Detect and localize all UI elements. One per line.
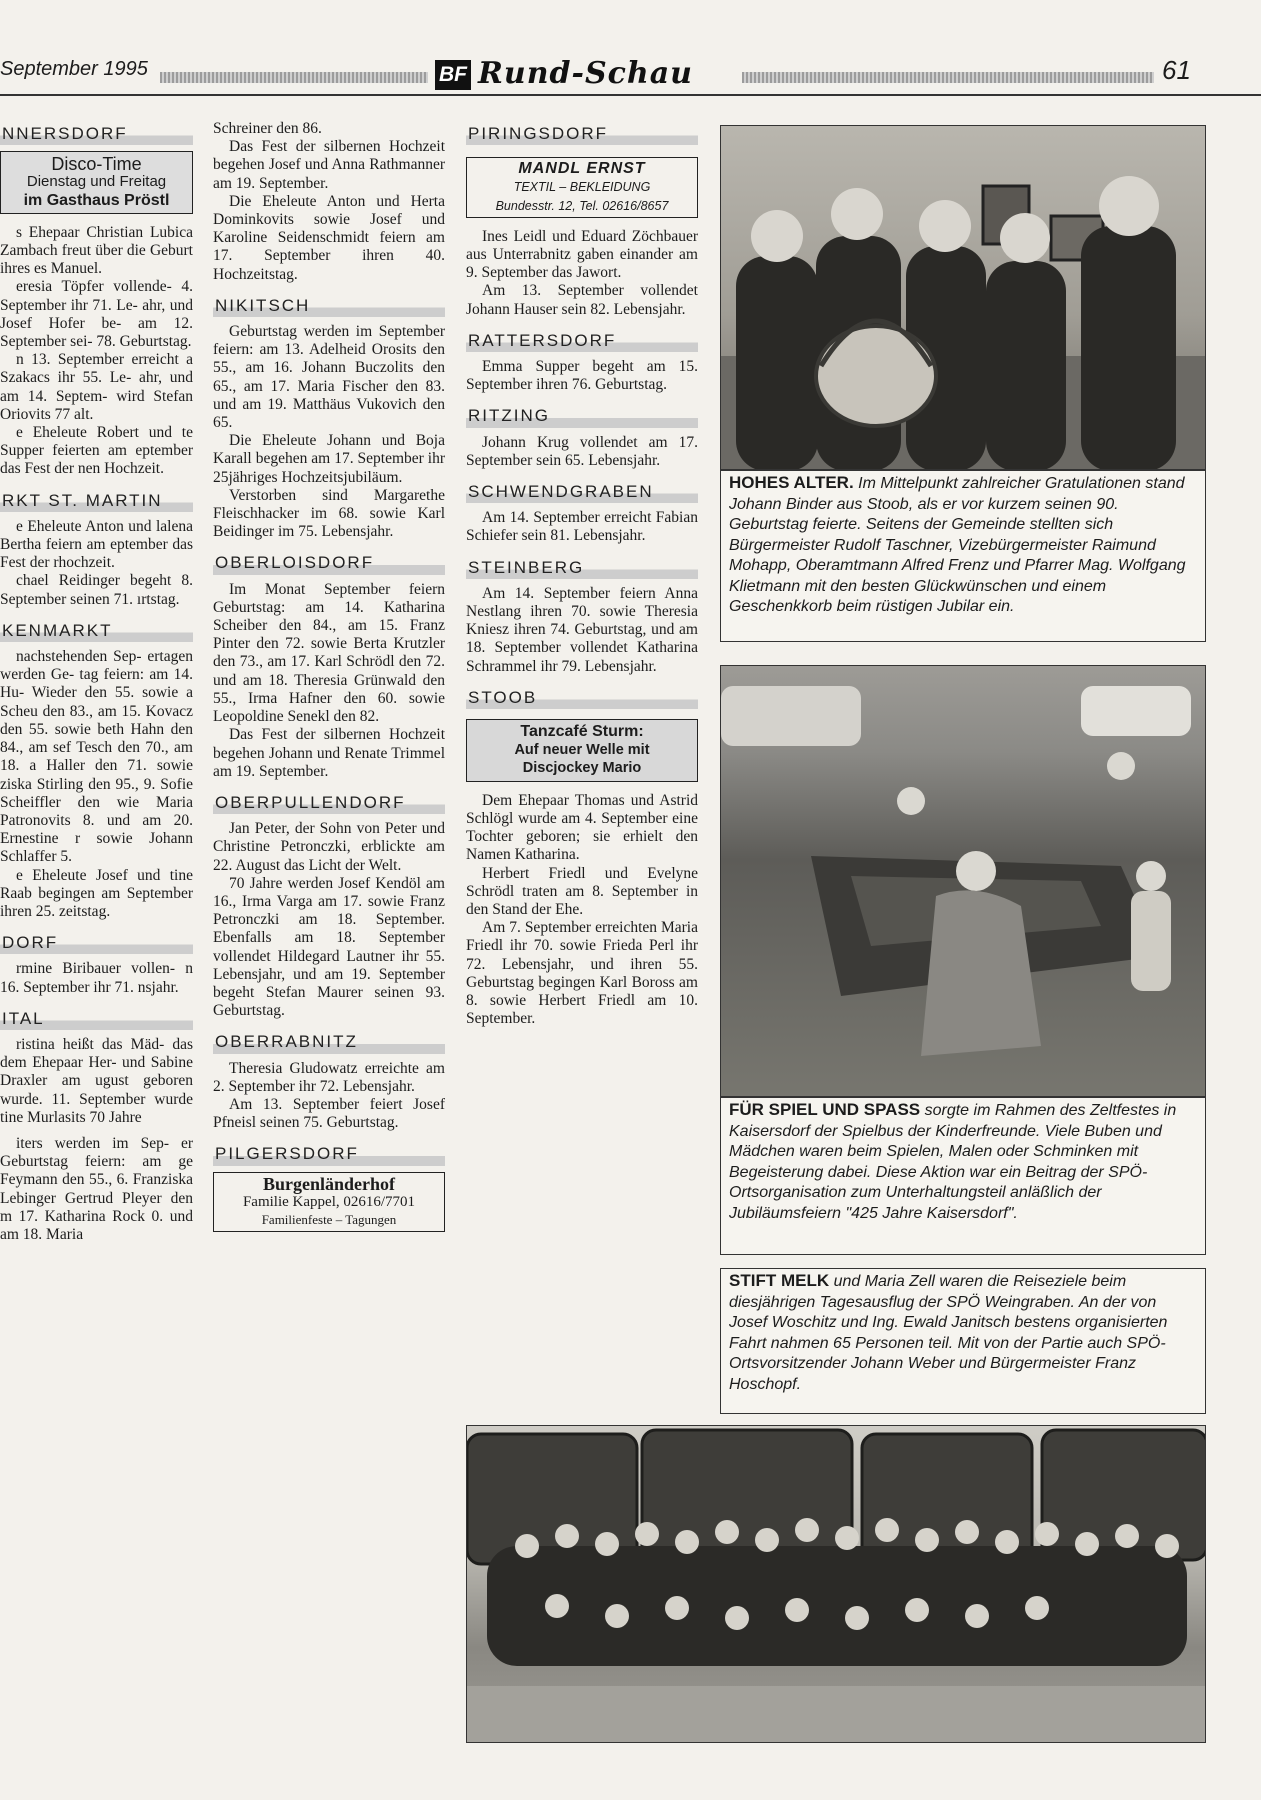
place-heading: NIKITSCH (213, 296, 445, 317)
ad-title: Tanzcafé Sturm: (520, 723, 644, 741)
ad-line: im Gasthaus Pröstl (23, 191, 170, 209)
paragraph: s Ehepaar Christian Lubica Zambach freut über die Geburt ihres es Manuel. (0, 223, 193, 278)
photo-illustration (721, 126, 1206, 470)
place-heading: SCHWENDGRABEN (466, 482, 698, 503)
place-heading: RITZING (466, 406, 698, 427)
paragraph: chael Reidinger begeht 8. September seinen 71. ırtstag. (0, 572, 193, 608)
section-title: Rund-Schau (478, 56, 693, 91)
paragraph: Theresia Gludowatz erreichte am 2. September ihr 72. Lebensjahr. (213, 1059, 445, 1095)
ad-line: Familienfeste – Tagungen (261, 1211, 397, 1227)
paragraph: n 13. September erreicht a Szakacs ihr 55. Le- ahr, und am 14. Septem- wird Stefan Oriovits 77 alt. (0, 351, 193, 423)
caption-text: Im Mittelpunkt zahlreicher Gratulationen stand Johann Binder aus Stoob, als er vor kurzem seinen 90. Geburtstag feierte. Seitens der Gemeinde stellten sich Bürgermeister Rudolf Taschner, Vizebürgermeister Raimund Mohapp, Oberamtmann Alfred Frenz und Pfarrer Mag. Wolfgang Klietmann mit den besten Glückwünschen und einem Geschenkkorb beim rüstigen Jubilar ein. (729, 475, 1186, 615)
caption-text: sorgte im Rahmen des Zeltfestes in Kaisersdorf der Spielbus der Kinderfreunde. Viele Buben und Mädchen waren beim Spielen, Malen oder Schminken mit Begeisterung dabei. Diese Aktion war ein Beitrag der SPÖ-Ortsorganisation zum Unterhaltungsteil anläßlich der Jubiläumsfeiern "425 Jahre Kaisersdorf". (729, 1102, 1177, 1222)
caption-hohes-alter (720, 470, 1206, 642)
paragraph: nachstehenden Sep- ertagen werden Ge- tag feiern: am 14. Hu- Wieder den 55. sowie a Scheu den 83., am 15. Kovacz den 55. sowie beth Hahn den 84., am sef Tesch den 70., am 18. a Haller den 71. sowie ziska Stirling den 95., 9. Sofie Scheiffler den wie Maria Patronovits 8. und am 20. Ernestine r sowie Johann Schlaffer 5. (0, 648, 193, 866)
ad-title: MANDL ERNST (518, 160, 646, 178)
ad-mandl-ernst (466, 157, 698, 218)
ad-line: Familie Kappel, 02616/7701 (242, 1193, 416, 1210)
place-heading: OBERLOISDORF (213, 553, 445, 574)
header-bar-left (160, 72, 428, 83)
bf-logo: BF (435, 60, 471, 90)
paragraph: Jan Peter, der Sohn von Peter und Christine Petronczki, erblickte am 22. August das Licht der Welt. (213, 820, 445, 874)
place-heading: OBERPULLENDORF (213, 793, 445, 814)
column-3 (466, 112, 698, 1412)
page-number: 61 (1162, 55, 1191, 85)
paragraph: Am 7. September erreichten Maria Friedl ihr 70. sowie Frieda Perl ihr 72. Lebensjahr, und ihren 55. Geburtstag begingen Karl Boross am 8. sowie Herbert Friedl am 10. September. (466, 919, 698, 1028)
paragraph: Ines Leidl und Eduard Zöchbauer aus Unterrabnitz gaben einander am 9. September das Jawort. (466, 227, 698, 282)
paragraph: Am 13. September feiert Josef Pfneisl seinen 75. Geburtstag. (213, 1095, 445, 1132)
paragraph: rmine Biribauer vollen- n 16. September ihr 71. nsjahr. (0, 960, 193, 996)
paragraph: Die Eheleute Johann und Boja Karall begehen am 17. September ihr 25jähriges Hochzeitsjubiläum. (213, 432, 445, 486)
place-heading: NNERSDORF (0, 124, 193, 145)
paragraph: Herbert Friedl und Evelyne Schrödl traten am 8. September in den Stand der Ehe. (466, 864, 698, 918)
caption-text: und Maria Zell waren die Reiseziele beim diesjährigen Tagesausflug der SPÖ Weingraben. An der von Josef Woschitz und Ing. Ewald Janitsch bestens organisierten Fahrt nahmen 65 Personen teil. Mit von der Partie auch SPÖ-Ortsvorsitzender Johann Weber und Bürgermeister Franz Hoschopf. (729, 1273, 1168, 1393)
place-heading: OBERRABNITZ (213, 1032, 445, 1053)
place-heading: DORF (0, 933, 193, 954)
paragraph: Am 13. September vollendet Johann Hauser sein 82. Lebensjahr. (466, 282, 698, 318)
caption-heading: STIFT MELK (729, 1271, 830, 1290)
paragraph: 70 Jahre werden Josef Kendöl am 16., Irma Varga am 17. sowie Franz Petronczki am 18. September. Ebenfalls am 18. September vollendet Hildegard Lautner ihr 55. Lebensjahr, und am 19. September begeht Stefan Maurer seinen 93. Geburtstag. (213, 874, 445, 1020)
paragraph: eresia Töpfer vollende- 4. September ihr 71. Le- ahr, und Josef Hofer be- am 12. September sei- 78. Geburtstag. (0, 278, 193, 351)
paragraph: e Eheleute Josef und tine Raab begingen am September ihren 25. zeitstag. (0, 866, 193, 920)
paragraph: Die Eheleute Anton und Herta Dominkovits sowie Josef und Karoline Seidenschmidt feiern am 17. September ihren 40. Hochzeitstag. (213, 192, 445, 283)
paragraph: Im Monat September feiern Geburtstag: am 14. Katharina Scheiber den 84., am 15. Franz Pinter den 72. sowie Berta Krutzler den 73., am 17. Karl Schrödl den 72. und am 18. Theresia Grünwald den 55., Irma Hafner den 60. sowie Leopoldine Senekl den 82. (213, 580, 445, 726)
ad-line: Dienstag und Freitag (26, 173, 167, 191)
paragraph: e Eheleute Anton und lalena Bertha feiern am eptember das Fest der rhochzeit. (0, 517, 193, 572)
paragraph: Verstorben sind Margarethe Fleischhacker im 68. sowie Karl Beidinger im 75. Lebensjahr. (213, 486, 445, 541)
caption-spiel-und-spass (720, 1097, 1206, 1255)
header-bar-right (742, 72, 1154, 83)
ad-line: Discjockey Mario (522, 760, 642, 777)
paragraph: iters werden im Sep- er Geburtstag feiern: am ge Feymann den 55., 6. Franziska Lebinger Gertrud Pleyer den m 17. Katharina Rock 0. und am 18. Maria (0, 1134, 193, 1243)
paragraph: Dem Ehepaar Thomas und Astrid Schlögl wurde am 4. September eine Tochter geboren; sie erhielt den Namen Katharina. (466, 791, 698, 864)
ad-line: Bundesstr. 12, Tel. 02616/8657 (495, 198, 669, 213)
ad-disco-time (0, 151, 193, 214)
paragraph: Das Fest der silbernen Hochzeit begehen Josef und Anna Rathmanner am 19. September. (213, 138, 445, 192)
paragraph: Das Fest der silbernen Hochzeit begehen Johann und Renate Trimmel am 19. September. (213, 726, 445, 780)
photo-illustration (721, 666, 1206, 1097)
ad-burgenlaenderhof (213, 1172, 445, 1233)
header-rule (0, 94, 1261, 96)
column-1 (0, 112, 193, 1792)
ad-line: Auf neuer Welle mit (514, 742, 650, 759)
ad-title: Disco-Time (51, 154, 142, 175)
paragraph: ristina heißt das Mäd- das dem Ehepaar Her- und Sabine Draxler am ugust geboren wurde. 11. September wurde tine Murlasits 70 Jahre (0, 1035, 193, 1126)
paragraph: e Eheleute Robert und te Supper feierten am eptember das Fest der nen Hochzeit. (0, 424, 193, 478)
photo-excursion-group (466, 1425, 1206, 1743)
caption-stift-melk (720, 1268, 1206, 1414)
photo-birthday-group (720, 125, 1206, 470)
ad-title: Burgenländerhof (262, 1173, 395, 1194)
paragraph: Am 14. September feiern Anna Nestlang ihren 70. sowie Theresia Kniesz ihren 74. Geburtstag, und am 18. September vollendet Katharina Schrammel ihr 79. Lebensjahr. (466, 584, 698, 675)
issue-date: September 1995 (0, 58, 148, 80)
caption-heading: FÜR SPIEL UND SPASS (729, 1100, 921, 1119)
column-2 (213, 120, 445, 1800)
place-heading: STOOB (466, 688, 698, 709)
caption-heading: HOHES ALTER. (729, 473, 854, 492)
place-heading: RATTERSDORF (466, 331, 698, 352)
place-heading: STEINBERG (466, 558, 698, 579)
place-heading: RKT ST. MARTIN (0, 491, 193, 512)
place-heading: ITAL (0, 1009, 193, 1030)
place-heading: KENMARKT (0, 621, 193, 642)
photo-children-playing (720, 665, 1206, 1097)
paragraph: Johann Krug vollendet am 17. September sein 65. Lebensjahr. (466, 433, 698, 469)
place-heading: PIRINGSDORF (466, 124, 698, 145)
paragraph: Am 14. September erreicht Fabian Schiefer sein 81. Lebensjahr. (466, 509, 698, 545)
ad-tanzcafe-sturm (466, 719, 698, 782)
paragraph: Schreiner den 86. (213, 120, 322, 137)
ad-line: TEXTIL – BEKLEIDUNG (513, 180, 651, 195)
place-heading: PILGERSDORF (213, 1144, 445, 1165)
photo-illustration (467, 1426, 1206, 1743)
paragraph: Emma Supper begeht am 15. September ihren 76. Geburtstag. (466, 358, 698, 394)
paragraph: Geburtstag werden im September feiern: am 13. Adelheid Orosits den 55., am 16. Johann Buczolits den 65., am 17. Maria Fischer den 83. und am 19. Matthäus Vukovich den 65. (213, 323, 445, 432)
